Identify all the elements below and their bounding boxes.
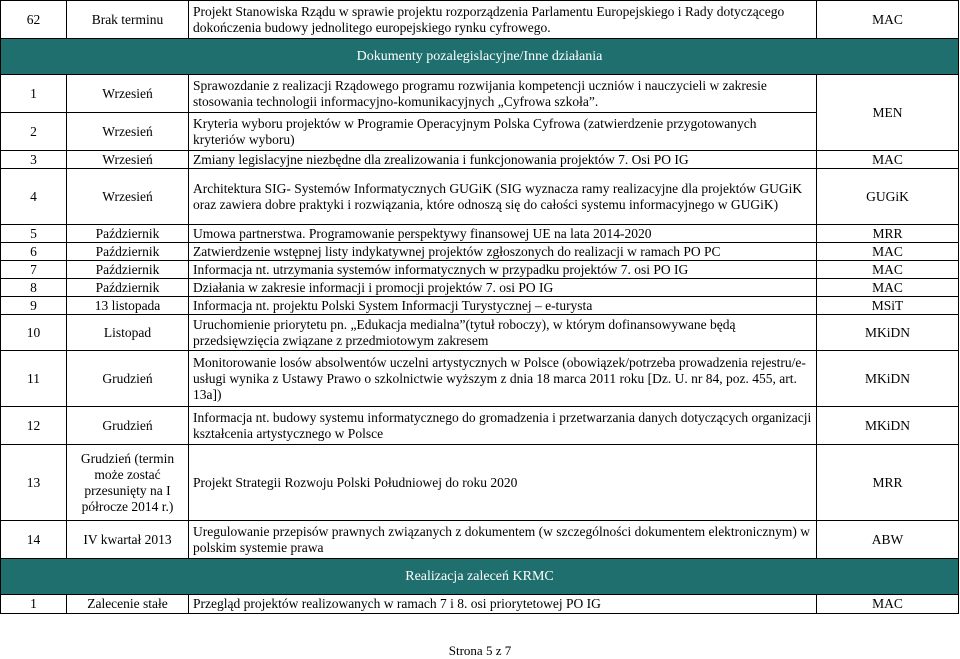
row-responsible: MAC — [817, 595, 959, 614]
row-description: Informacja nt. budowy systemu informatycznego do gromadzenia i przetwarzania danych dotyczących organizacji kształcenia artystycznego w Polsce — [189, 407, 817, 445]
row-description: Projekt Strategii Rozwoju Polski Południowej do roku 2020 — [189, 445, 817, 521]
table-row — [1, 315, 959, 351]
row-description: Informacja nt. projektu Polski System Informacji Turystycznej – e-turysta — [189, 297, 817, 315]
section-title: Dokumenty pozalegislacyjne/Inne działania — [1, 39, 959, 75]
row-deadline: Wrzesień — [67, 151, 189, 169]
row-deadline: Październik — [67, 279, 189, 297]
row-description: Monitorowanie losów absolwentów uczelni artystycznych w Polsce (obowiązek/potrzeba prowadzenia rejestru/e-usługi wynika z Ustawy Prawo o szkolnictwie wyższym z dnia 18 marca 2011 roku [Dz. U. nr 84, poz. 455, art. 13a]) — [189, 351, 817, 407]
row-number: 6 — [1, 243, 67, 261]
section-header-row — [1, 39, 959, 75]
row-deadline: Wrzesień — [67, 75, 189, 113]
row-deadline: Wrzesień — [67, 113, 189, 151]
table-row — [1, 297, 959, 315]
table-row — [1, 595, 959, 614]
schedule-table-body — [1, 1, 959, 614]
table-row — [1, 407, 959, 445]
table-row — [1, 169, 959, 225]
row-deadline: Grudzień — [67, 351, 189, 407]
table-row — [1, 75, 959, 113]
row-number: 4 — [1, 169, 67, 225]
row-deadline: IV kwartał 2013 — [67, 521, 189, 559]
row-number: 9 — [1, 297, 67, 315]
row-description: Uruchomienie priorytetu pn. „Edukacja medialna”(tytuł roboczy), w którym dofinansowywane będą przedsięwzięcia związane z przedmiotowym zakresem — [189, 315, 817, 351]
row-deadline: Październik — [67, 225, 189, 243]
row-description: Uregulowanie przepisów prawnych związanych z dokumentem (w szczególności dokumentem elektronicznym) w polskim systemie prawa — [189, 521, 817, 559]
row-description: Kryteria wyboru projektów w Programie Operacyjnym Polska Cyfrowa (zatwierdzenie przygotowanych kryteriów wyboru) — [189, 113, 817, 151]
row-deadline: Listopad — [67, 315, 189, 351]
table-row — [1, 279, 959, 297]
table-row — [1, 261, 959, 279]
row-responsible: GUGiK — [817, 169, 959, 225]
row-responsible: MKiDN — [817, 407, 959, 445]
row-number: 11 — [1, 351, 67, 407]
row-deadline: Październik — [67, 261, 189, 279]
table-row — [1, 351, 959, 407]
row-deadline: Brak terminu — [67, 1, 189, 39]
table-row — [1, 445, 959, 521]
row-number: 2 — [1, 113, 67, 151]
row-description: Umowa partnerstwa. Programowanie perspektywy finansowej UE na lata 2014-2020 — [189, 225, 817, 243]
table-row — [1, 1, 959, 39]
row-description: Zmiany legislacyjne niezbędne dla zrealizowania i funkcjonowania projektów 7. Osi PO IG — [189, 151, 817, 169]
row-responsible: ABW — [817, 521, 959, 559]
row-description: Zatwierdzenie wstępnej listy indykatywnej projektów zgłoszonych do realizacji w ramach PO PC — [189, 243, 817, 261]
row-number: 8 — [1, 279, 67, 297]
row-deadline: Wrzesień — [67, 169, 189, 225]
row-number: 10 — [1, 315, 67, 351]
row-deadline: Grudzień — [67, 407, 189, 445]
row-number: 62 — [1, 1, 67, 39]
row-responsible: MKiDN — [817, 351, 959, 407]
table-row — [1, 521, 959, 559]
row-number: 1 — [1, 595, 67, 614]
table-row — [1, 113, 959, 151]
table-row — [1, 225, 959, 243]
row-responsible: MAC — [817, 261, 959, 279]
row-number: 5 — [1, 225, 67, 243]
row-deadline: Grudzień (termin może zostać przesunięty na I półrocze 2014 r.) — [67, 445, 189, 521]
row-responsible: MRR — [817, 225, 959, 243]
row-number: 14 — [1, 521, 67, 559]
row-deadline: Zalecenie stałe — [67, 595, 189, 614]
row-description: Projekt Stanowiska Rządu w sprawie projektu rozporządzenia Parlamentu Europejskiego i Rady dotyczącego dokończenia budowy jednolitego europejskiego rynku cyfrowego. — [189, 1, 817, 39]
row-number: 13 — [1, 445, 67, 521]
table-row — [1, 243, 959, 261]
page-footer: Strona 5 z 7 — [448, 643, 512, 658]
section-title: Realizacja zaleceń KRMC — [1, 559, 959, 595]
row-responsible: MAC — [817, 243, 959, 261]
row-description: Przegląd projektów realizowanych w ramach 7 i 8. osi priorytetowej PO IG — [189, 595, 817, 614]
row-description: Architektura SIG- Systemów Informatycznych GUGiK (SIG wyznacza ramy realizacyjne dla projektów GUGiK oraz zawiera dobre praktyki i rozwiązania, które odnoszą się do całości systemu informacyjnego w GUGiK) — [189, 169, 817, 225]
row-responsible: MEN — [817, 75, 959, 151]
section-header-row — [1, 559, 959, 595]
row-responsible: MAC — [817, 279, 959, 297]
row-responsible: MAC — [817, 1, 959, 39]
row-responsible: MAC — [817, 151, 959, 169]
row-responsible: MSiT — [817, 297, 959, 315]
row-deadline: Październik — [67, 243, 189, 261]
row-number: 7 — [1, 261, 67, 279]
row-description: Działania w zakresie informacji i promocji projektów 7. osi PO IG — [189, 279, 817, 297]
row-description: Sprawozdanie z realizacji Rządowego programu rozwijania kompetencji uczniów i nauczycieli w zakresie stosowania technologii informacyjno-komunikacyjnych „Cyfrowa szkoła”. — [189, 75, 817, 113]
row-number: 12 — [1, 407, 67, 445]
row-description: Informacja nt. utrzymania systemów informatycznych w przypadku projektów 7. osi PO IG — [189, 261, 817, 279]
row-number: 1 — [1, 75, 67, 113]
table-row — [1, 151, 959, 169]
row-deadline: 13 listopada — [67, 297, 189, 315]
row-number: 3 — [1, 151, 67, 169]
row-responsible: MRR — [817, 445, 959, 521]
row-responsible: MKiDN — [817, 315, 959, 351]
